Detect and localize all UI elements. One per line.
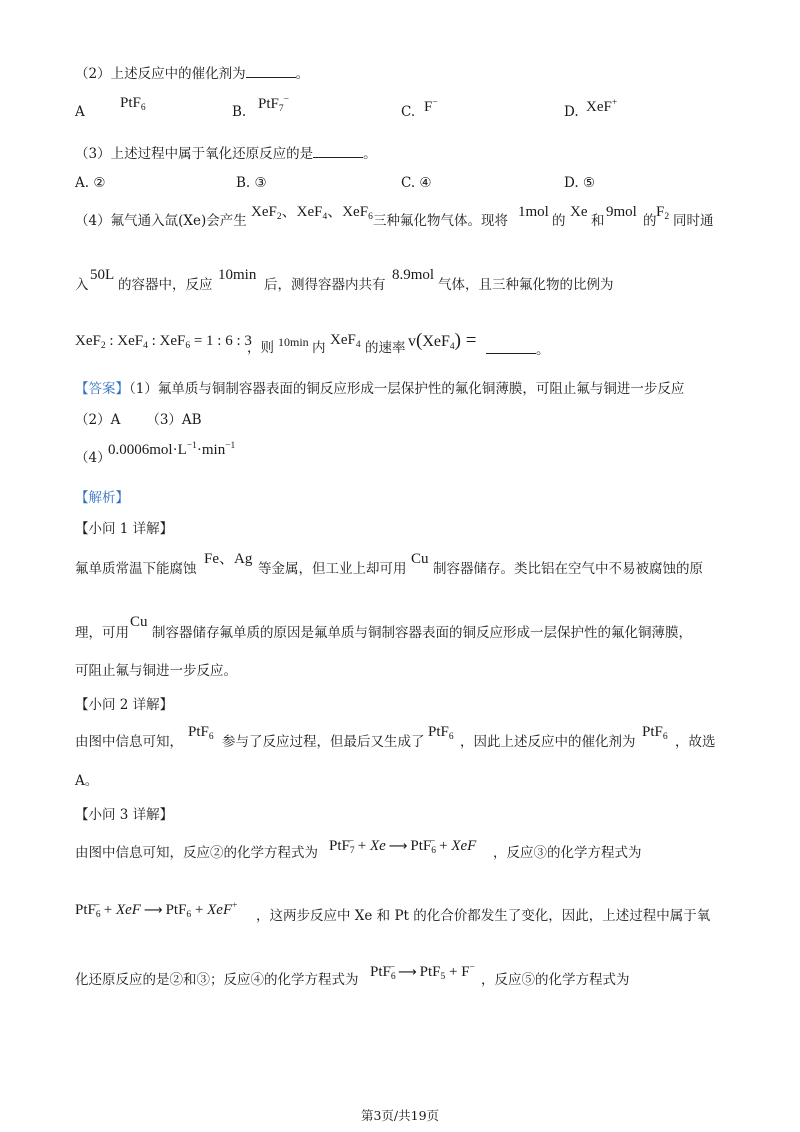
page-footer: 第3页/共19页 (360, 1108, 440, 1123)
q2-option-c: C. (401, 104, 416, 120)
s3-text-d: 化还原反应的是②和③；反应④的化学方程式为 (75, 972, 359, 988)
q3-option-b: B. ③ (236, 175, 267, 191)
q4-xe: Xe (570, 204, 588, 220)
s1-text-b: 等金属，但工业上却可用 (258, 561, 407, 577)
s1-cu: Cu (411, 551, 429, 567)
q4-text-1: （4）氟气通入氙(Xe)会产生 (75, 213, 247, 229)
reaction-arrow-icon: ⟶ (143, 903, 163, 918)
s1-metals: Fe、Ag (204, 551, 253, 567)
q3-option-d: D. ⑤ (564, 175, 596, 191)
q4-de2: 的 (643, 213, 657, 229)
s1-text-d: 理，可用 (75, 625, 129, 641)
answer-blank (246, 66, 296, 78)
s1-text-e: 制容器储存氟单质的原因是氟单质与铜制容器表面的铜反应形成一层保护性的氟化铜薄膜， (152, 625, 692, 641)
answer-tag: 【答案】 (75, 381, 129, 397)
q3-option-c: C. ④ (401, 175, 432, 191)
q4-rate-answer: 。 (486, 342, 550, 358)
q4-text-6: 后，测得容器内共有 (264, 277, 386, 293)
q4-he: 和 (591, 213, 605, 229)
s1-text-a: 氟单质常温下能腐蚀 (75, 561, 197, 577)
q2-prompt: （2）上述反应中的催化剂为 。 (75, 66, 310, 82)
answer-blank (313, 146, 363, 158)
q2-option-a-formula: PtF$_6$ (120, 95, 146, 113)
s2-text-e: A。 (75, 773, 99, 789)
q4-text-7: 气体，且三种氟化物的比例为 (438, 277, 614, 293)
q4-text-4: 入 (75, 277, 89, 293)
q4-f2: $F_2$ (656, 204, 670, 222)
s1-text-f: 可阻止氟与铜进一步反应。 (75, 663, 237, 679)
q3-prompt: （3）上述过程中属于氧化还原反应的是 。 (75, 146, 377, 162)
s3-text-c: ，这两步反应中 Xe 和 Pt 的化合价都发生了变化，因此，上述过程中属于氧 (256, 908, 711, 924)
answer-line-1: 【答案】（1）氟单质与铜制容器表面的铜反应形成一层保护性的氟化铜薄膜，可阻止氟与铜进一步反应 (75, 381, 685, 397)
q4-mol1: 1mol (518, 204, 549, 220)
answer-blank (486, 342, 536, 354)
s2-ptf6: PtF$_6$ (188, 724, 214, 742)
s3-equation-2: PtF$_6$− + XeF ⟶ PtF$_6$ + XeF+ (75, 901, 238, 920)
q4-volume: 50L (90, 267, 115, 283)
q4-text-5: 的容器中，反应 (118, 277, 213, 293)
q4-rate-expression: v(XeF$_4$) = (408, 330, 477, 352)
q4-text-8: ，则 (247, 340, 274, 356)
s1-cu-2: Cu (130, 614, 148, 630)
q2-option-b-formula: PtF$_7$− (258, 95, 289, 114)
s2-text-a: 由图中信息可知， (75, 734, 183, 750)
answer-rate-value: $0.0006mol\cdot L^{-1}\cdot\min^{-1}$ (108, 441, 236, 458)
q4-time-2: 10min (278, 335, 309, 349)
reaction-arrow-icon: ⟶ (397, 965, 417, 980)
s1-text-c: 制容器储存。类比铝在空气中不易被腐蚀的原 (433, 561, 703, 577)
q4-text-10: 的速率 (365, 340, 406, 356)
s2-text-d: ，故选 (675, 734, 716, 750)
s3-equation-3: PtF$_6$− ⟶ PtF$_5$ + F− (370, 963, 475, 982)
q4-mol9: 9mol (606, 204, 637, 220)
s3-text-b: ，反应③的化学方程式为 (493, 845, 642, 861)
q4-ratio: XeF$_2$ : XeF$_4$ : XeF$_6$ = 1 : 6 : 3 (75, 333, 252, 351)
q3-option-a: A. ② (75, 175, 106, 191)
q4-xef4: XeF$_4$ (330, 332, 361, 350)
q2-option-d-formula: XeF+ (586, 98, 618, 115)
s3-text-e: ，反应⑤的化学方程式为 (481, 972, 630, 988)
s3-text-a: 由图中信息可知，反应②的化学方程式为 (75, 845, 318, 861)
analysis-tag: 【解析】 (75, 490, 129, 506)
s3-equation-1: PtF$_7$− + Xe ⟶ PtF$_6$− + XeF (329, 837, 477, 856)
s2-ptf6-3: PtF$_6$ (642, 724, 668, 742)
s2-ptf6-2: PtF$_6$ (428, 724, 454, 742)
q4-xef-formulas: XeF$_2$、XeF$_4$、XeF$_6$ (251, 204, 373, 222)
reaction-arrow-icon: ⟶ (388, 839, 408, 854)
q4-time: 10min (218, 267, 257, 283)
q4-text-9: 内 (312, 340, 326, 356)
sub-question-3-title: 【小问 3 详解】 (75, 807, 174, 823)
answer-line-3-label: （4） (75, 450, 111, 466)
q4-gas-amount: 8.9mol (392, 267, 435, 283)
q4-de1: 的 (552, 213, 566, 229)
s2-text-b: 参与了反应过程，但最后又生成了 (222, 734, 425, 750)
answer-line-2: （2）A （3）AB (75, 412, 202, 428)
q4-text-3: 同时通 (673, 213, 714, 229)
s2-text-c: ，因此上述反应中的催化剂为 (460, 734, 636, 750)
q4-text-2: 三种氟化物气体。现将 (373, 213, 508, 229)
q2-option-d: D. (564, 104, 579, 120)
sub-question-1-title: 【小问 1 详解】 (75, 521, 174, 537)
q2-option-b: B. (232, 104, 247, 120)
sub-question-2-title: 【小问 2 详解】 (75, 697, 174, 713)
q2-option-a: A (75, 104, 85, 120)
q2-option-c-formula: F− (424, 98, 438, 115)
